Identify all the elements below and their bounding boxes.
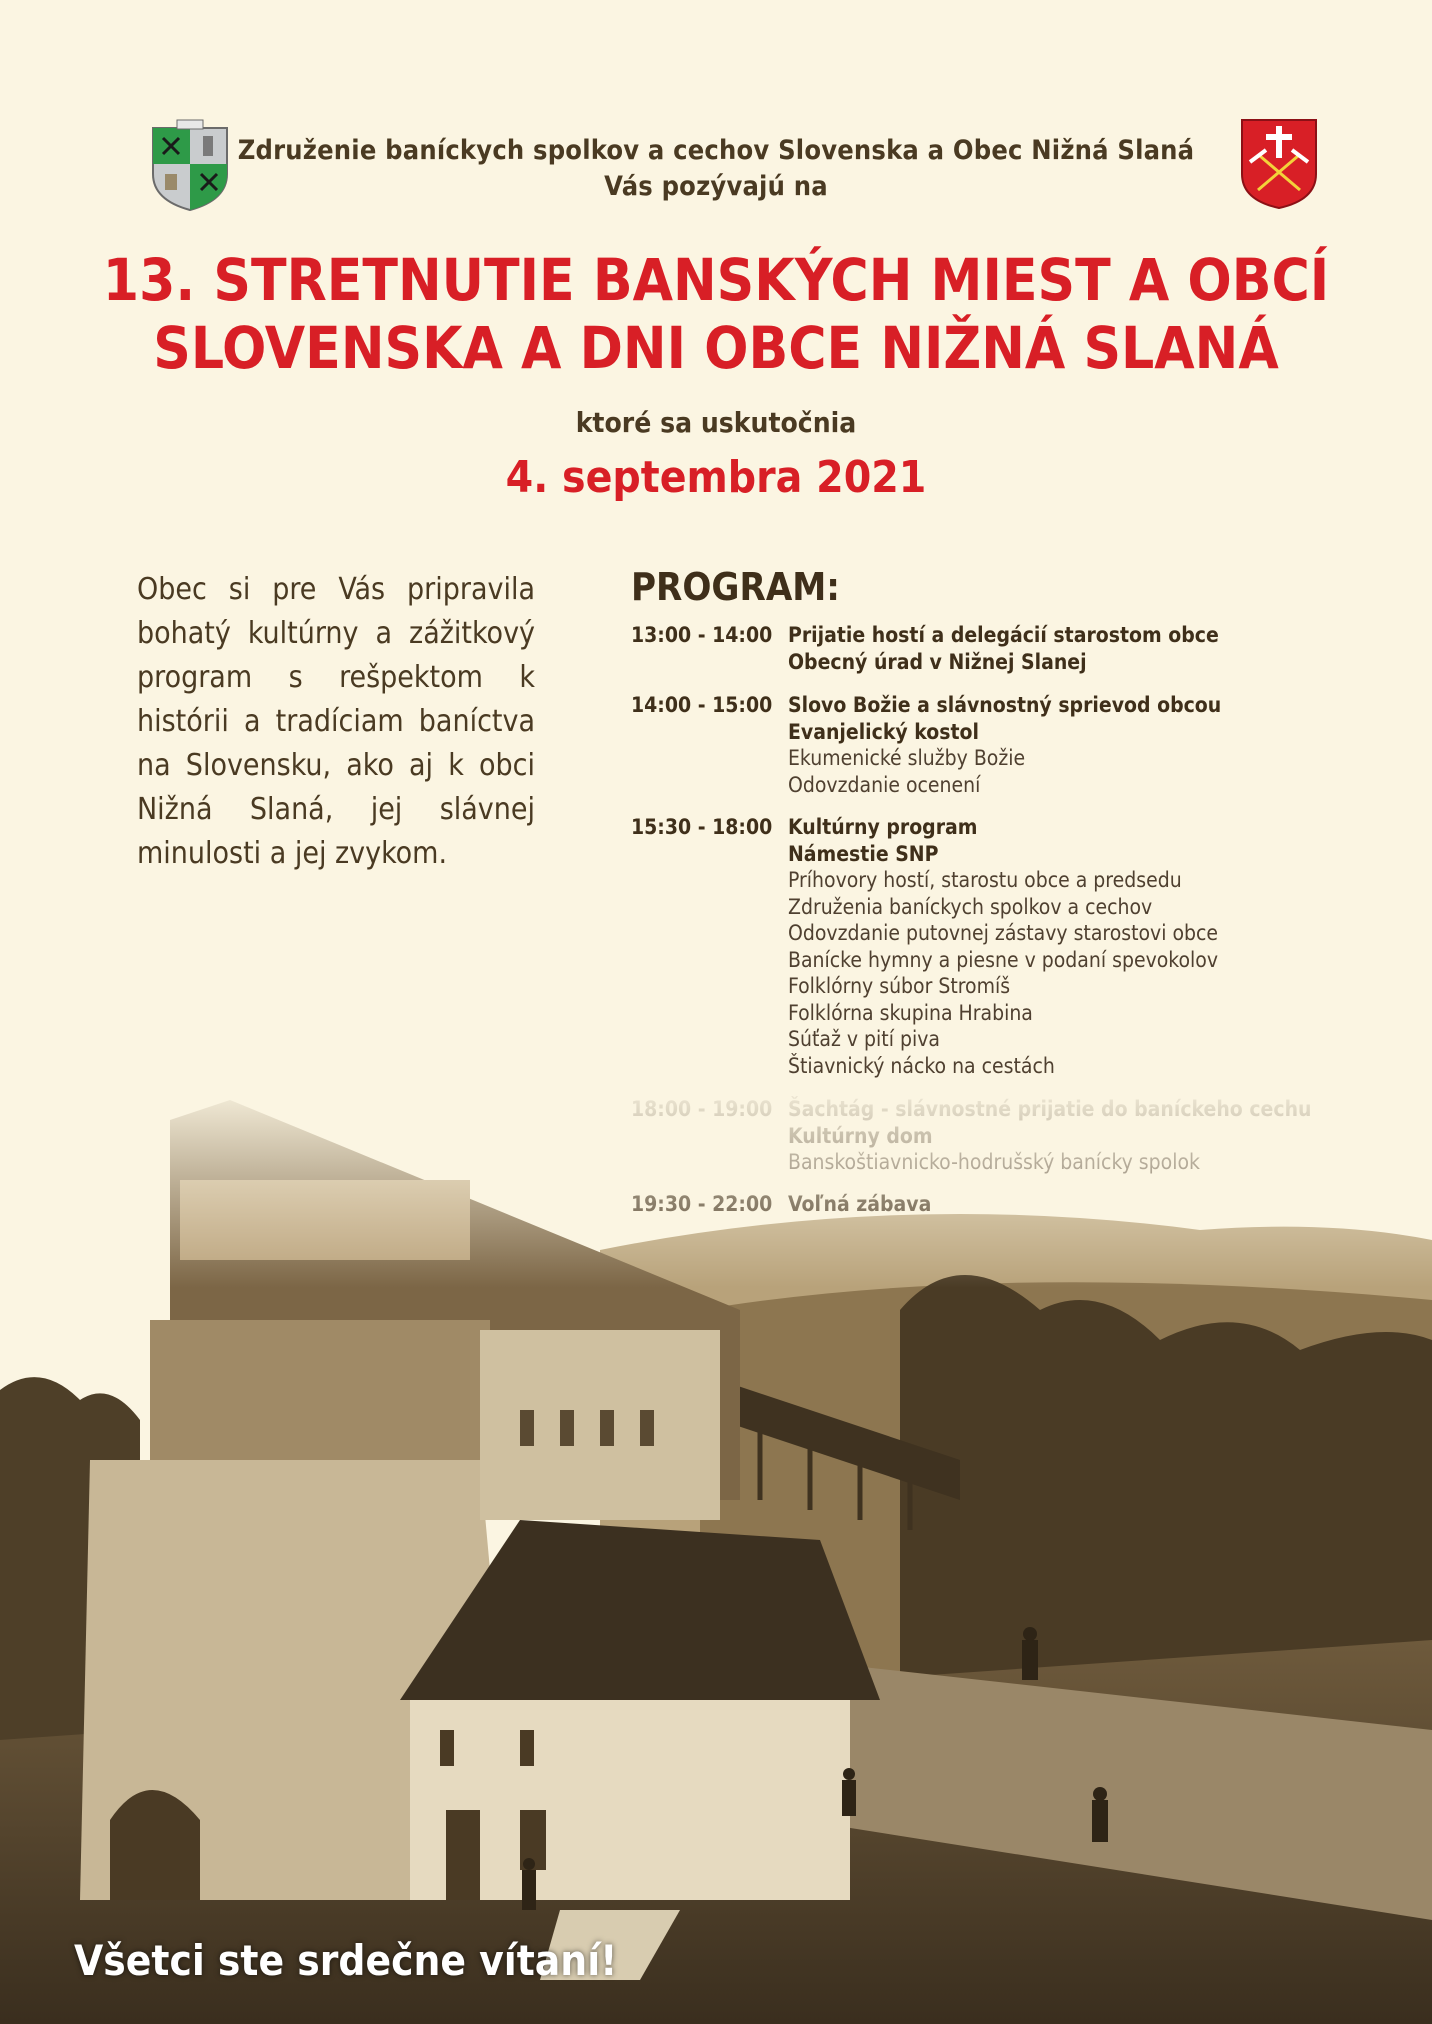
intro-line: Nižná Slaná, jej slávnej (137, 792, 535, 827)
program-details (788, 622, 1358, 675)
program-event-title: Slovo Božie a slávnostný sprievod obcou (788, 693, 1222, 717)
historic-mining-building-photo-icon (0, 1080, 1432, 2024)
program-heading: PROGRAM: (631, 565, 840, 609)
program-activity: Štiavnický nácko na cestách (788, 1053, 1055, 1078)
program-venue: Námestie SNP (788, 841, 939, 866)
program-details (788, 814, 1358, 1079)
invite-line: Vás pozývajú na (604, 171, 828, 202)
welcome-message: Všetci ste srdečne vítaní! (74, 1936, 618, 1985)
program-activity: Odovzdanie putovnej zástavy starostovi obce (788, 921, 1219, 945)
program-activity: Folklórna skupina Hrabina (788, 1000, 1033, 1025)
program-venue: Obecný úrad v Nižnej Slanej (788, 649, 1087, 674)
program-time: 15:30 - 18:00 (631, 815, 773, 839)
program-activity: Folklórny súbor Stromíš (788, 974, 1011, 998)
event-title-line-2: SLOVENSKA A DNI OBCE NIŽNÁ SLANÁ (153, 314, 1279, 382)
event-subtitle: ktoré sa uskutočnia (575, 406, 857, 439)
program-activity: Banícke hymny a piesne v podaní spevokolov (788, 947, 1219, 972)
program-activity: Príhovory hostí, starostu obce a predsedu (788, 868, 1182, 892)
intro-line: na Slovensku, ako aj k obci (137, 748, 535, 783)
intro-line: program s rešpektom k (137, 660, 535, 695)
intro-line: Obec si pre Vás pripravila (137, 572, 535, 607)
program-activity: Združenia baníckych spolkov a cechov (788, 894, 1153, 919)
intro-line: minulosti a jej zvykom. (137, 836, 448, 871)
program-event-title: Kultúrny program (788, 815, 978, 839)
program-time: 13:00 - 14:00 (631, 623, 773, 647)
intro-line: bohatý kultúrny a zážitkový (137, 616, 535, 651)
event-date: 4. septembra 2021 (505, 452, 927, 503)
intro-line: histórii a tradíciam baníctva (137, 704, 535, 739)
organizer-line: Združenie baníckych spolkov a cechov Slovenska a Obec Nižná Slaná (237, 135, 1195, 166)
program-activity: Odovzdanie ocenení (788, 772, 981, 797)
event-title-line-1: 13. STRETNUTIE BANSKÝCH MIEST A OBCÍ (102, 246, 1330, 314)
program-activity: Ekumenické služby Božie (788, 746, 1026, 770)
program-event-title: Prijatie hostí a delegácií starostom obce (788, 623, 1219, 647)
intro-paragraph (137, 568, 535, 876)
program-venue: Evanjelický kostol (788, 719, 980, 744)
program-details (788, 692, 1358, 798)
program-time: 14:00 - 15:00 (631, 693, 773, 717)
program-activity: Súťaž v pití piva (788, 1027, 940, 1051)
